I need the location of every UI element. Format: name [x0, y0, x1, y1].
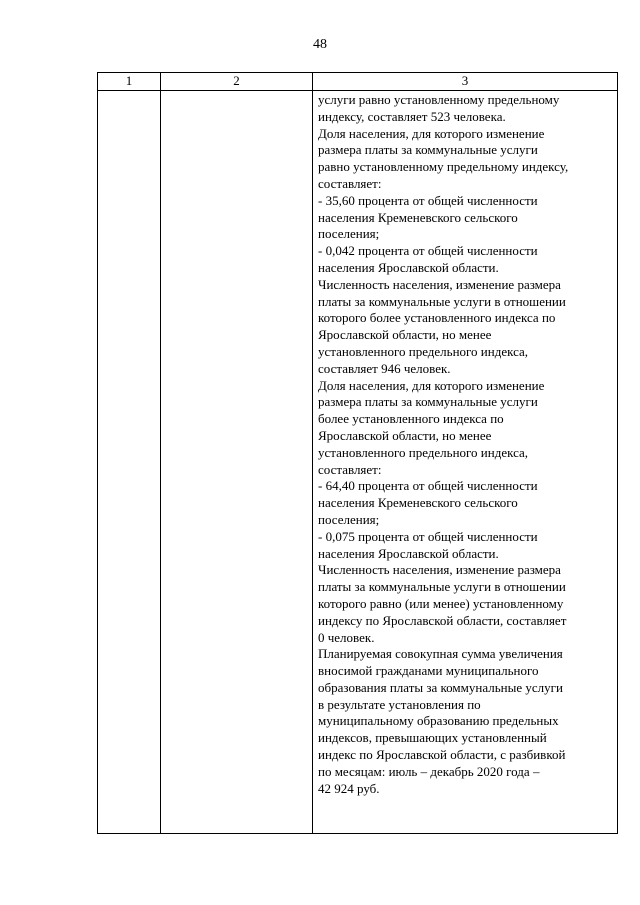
text-line: индексу, составляет 523 человека. [318, 108, 506, 124]
text-line: размера платы за коммунальные услуги [318, 142, 538, 158]
table-row [98, 91, 618, 834]
text-line: размера платы за коммунальные услуги [318, 394, 538, 410]
text-line: Доля населения, для которого изменение [318, 377, 545, 393]
table-cell-col1 [98, 91, 161, 834]
data-table [97, 72, 618, 834]
text-line: Численность населения, изменение размера [318, 562, 561, 578]
text-line: населения Кременевского сельского [318, 495, 518, 511]
text-line: установленного предельного индекса, [318, 444, 529, 460]
text-line: равно установленному предельному индексу, [318, 159, 569, 175]
text-line: вносимой гражданами муниципального [318, 663, 539, 679]
column-header-1: 1 [98, 73, 161, 91]
text-line: которого равно (или менее) установленному [318, 595, 564, 611]
text-line: Ярославской области, но менее [318, 327, 492, 343]
text-line: индексов, превышающих установленный [318, 730, 547, 746]
text-line: населения Ярославской области. [318, 259, 499, 275]
column-header-3: 3 [313, 73, 618, 91]
text-line: - 0,042 процента от общей численности [318, 243, 538, 259]
text-line: - 0,075 процента от общей численности [318, 528, 538, 544]
text-line: населения Кременевского сельского [318, 209, 518, 225]
text-line: 42 924 руб. [318, 780, 380, 796]
text-line: - 64,40 процента от общей численности [318, 478, 538, 494]
text-line: составляет: [318, 175, 382, 191]
table-header-row [98, 73, 618, 91]
text-line: муниципальному образованию предельных [318, 713, 559, 729]
table-cell-text [313, 91, 617, 799]
text-line: более установленного индекса по [318, 411, 504, 427]
text-line: образования платы за коммунальные услуги [318, 679, 563, 695]
text-line: составляет 946 человек. [318, 360, 451, 376]
text-line: - 35,60 процента от общей численности [318, 192, 538, 208]
text-line: Численность населения, изменение размера [318, 276, 561, 292]
text-line: Доля населения, для которого изменение [318, 125, 545, 141]
text-line: индексу по Ярославской области, составляет [318, 612, 567, 628]
table-cell-col3 [313, 91, 618, 834]
text-line: индекс по Ярославской области, с разбивкой [318, 747, 566, 763]
text-line: услуги равно установленному предельному [318, 92, 560, 107]
table-cell-col2 [161, 91, 313, 834]
text-line: установленного предельного индекса, [318, 343, 529, 359]
text-line: в результате установления по [318, 696, 481, 712]
text-line: которого более установленного индекса по [318, 310, 556, 326]
text-line: Ярославской области, но менее [318, 427, 492, 443]
text-line: поселения; [318, 226, 380, 242]
text-line: составляет: [318, 461, 382, 477]
text-line: 0 человек. [318, 629, 375, 645]
text-line: по месяцам: июль – декабрь 2020 года – [318, 763, 540, 779]
text-line: поселения; [318, 511, 380, 527]
text-line: населения Ярославской области. [318, 545, 499, 561]
text-line: Планируемая совокупная сумма увеличения [318, 646, 563, 662]
text-line: платы за коммунальные услуги в отношении [318, 579, 566, 595]
page-number: 48 [313, 37, 327, 52]
column-header-2: 2 [161, 73, 313, 91]
text-line: платы за коммунальные услуги в отношении [318, 293, 566, 309]
